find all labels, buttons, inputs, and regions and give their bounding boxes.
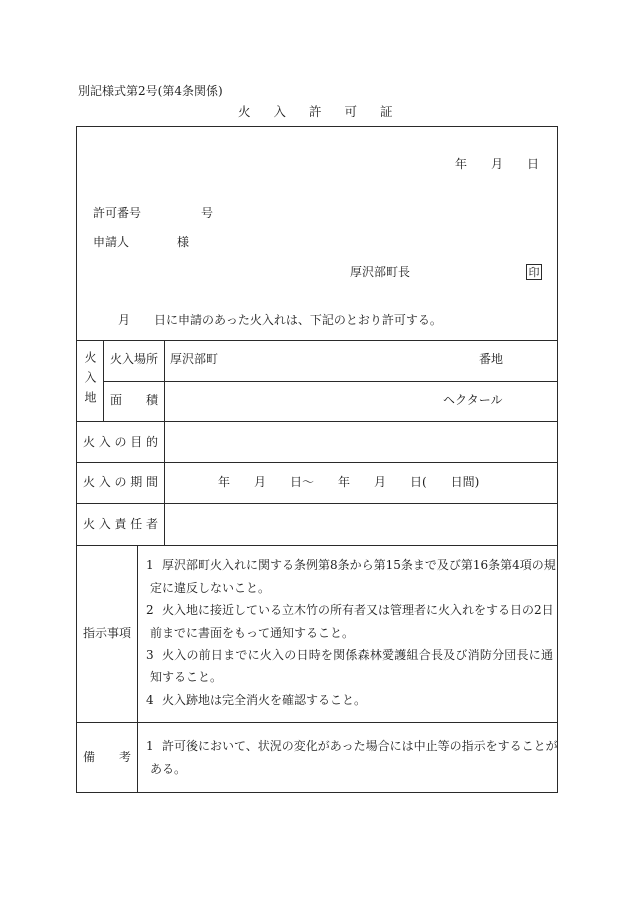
period-value: 年 月 日〜 年 月 日( 日間) <box>218 475 480 489</box>
instruction-line: 火入の前日までに火入の日時を関係森林愛護組合長及び消防分団長に通 <box>162 648 553 662</box>
table-rule <box>164 340 165 545</box>
remark-number: 1 <box>146 739 154 753</box>
permit-statement: 月 日に申請のあった火入れは、下記のとおり許可する。 <box>118 313 442 327</box>
period-label: 火入の期間 <box>83 475 162 489</box>
remark-line: 許可後において、状況の変化があった場合には中止等の指示をすることが <box>162 739 558 753</box>
instruction-line: 定に違反しないこと。 <box>150 581 271 595</box>
table-rule <box>76 545 558 546</box>
issuer-name: 厚沢部町長 <box>350 265 411 279</box>
instruction-line: 知すること。 <box>150 670 223 684</box>
fire-area-label: 火入地 <box>83 351 97 411</box>
table-rule <box>103 340 104 421</box>
remarks-label: 備 考 <box>83 750 132 764</box>
document-title: 火入許可証 <box>238 104 416 119</box>
table-rule <box>76 722 558 723</box>
form-reference: 別記様式第2号(第4条関係) <box>78 84 223 98</box>
fire-area-cell <box>77 341 103 421</box>
permit-number: 許可番号 号 <box>93 206 214 220</box>
applicant: 申請人 様 <box>93 235 190 249</box>
instruction-number: 2 <box>146 603 154 617</box>
table-rule <box>76 340 558 341</box>
area-label: 面 積 <box>110 393 159 407</box>
table-rule <box>76 462 558 463</box>
instruction-line: 火入跡地は完全消火を確認すること。 <box>162 693 367 707</box>
location-town: 厚沢部町 <box>170 352 219 366</box>
instruction-number: 4 <box>146 693 154 707</box>
seal-mark: 印 <box>526 264 542 280</box>
table-rule <box>76 503 558 504</box>
purpose-label: 火入の目的 <box>83 435 162 449</box>
responsible-label: 火入責任者 <box>83 517 162 531</box>
remark-line: ある。 <box>150 762 187 776</box>
area-unit: ヘクタール <box>443 393 503 407</box>
table-rule <box>137 545 138 792</box>
instruction-number: 1 <box>146 558 154 572</box>
instruction-line: 火入地に接近している立木竹の所有者又は管理者に火入れをする日の2日 <box>162 603 554 617</box>
table-rule <box>76 421 558 422</box>
instruction-line: 厚沢部町火入れに関する条例第8条から第15条まで及び第16条第4項の規 <box>162 558 556 572</box>
table-rule <box>103 381 558 382</box>
location-suffix: 番地 <box>479 352 504 366</box>
instructions-label: 指示事項 <box>83 626 132 640</box>
issue-date: 年 月 日 <box>455 157 540 171</box>
instruction-line: 前までに書面をもって通知すること。 <box>150 626 355 640</box>
location-label: 火入場所 <box>110 352 159 366</box>
instruction-number: 3 <box>146 648 154 662</box>
